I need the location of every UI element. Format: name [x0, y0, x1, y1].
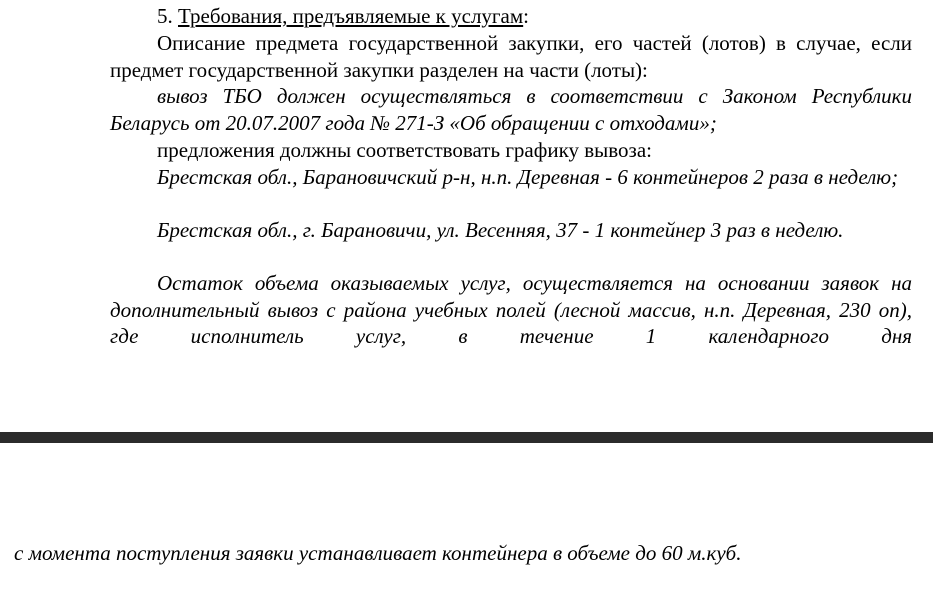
section-title: Требования, предъявляемые к услугам	[178, 4, 524, 28]
schedule-intro-paragraph: предложения должны соответствовать графику вывоза:	[157, 138, 652, 162]
schedule-item: Брестская обл., Барановичский р-н, н.п. Деревная - 6 контейнеров 2 раза в неделю;	[157, 165, 899, 189]
section-colon: :	[523, 4, 530, 28]
law-requirement-paragraph: вывоз ТБО должен осуществляться в соответствии с Законом Республики Беларусь от 20.07.2007 года № 271-З «Об обращении с отходами»;	[110, 84, 912, 135]
schedule-item: Брестская обл., г. Барановичи, ул. Весенняя, 37 - 1 контейнер 3 раз в неделю.	[157, 218, 844, 242]
intro-paragraph: Описание предмета государственной закупки, его частей (лотов) в случае, если предмет государственной закупки разделен на части (лоты):	[110, 31, 912, 82]
continuation-paragraph: с момента поступления заявки устанавливает контейнера в объеме до 60 м.куб.	[14, 541, 742, 565]
section-number: 5.	[157, 4, 178, 28]
section-heading	[110, 3, 912, 30]
page-divider	[0, 432, 933, 443]
remainder-paragraph: Остаток объема оказываемых услуг, осуществляется на основании заявок на дополнительный вывоз с района учебных полей (лесной массив, н.п. Деревная, 230 оп), где исполнитель услуг, в течение 1 календарного дня	[110, 271, 912, 348]
